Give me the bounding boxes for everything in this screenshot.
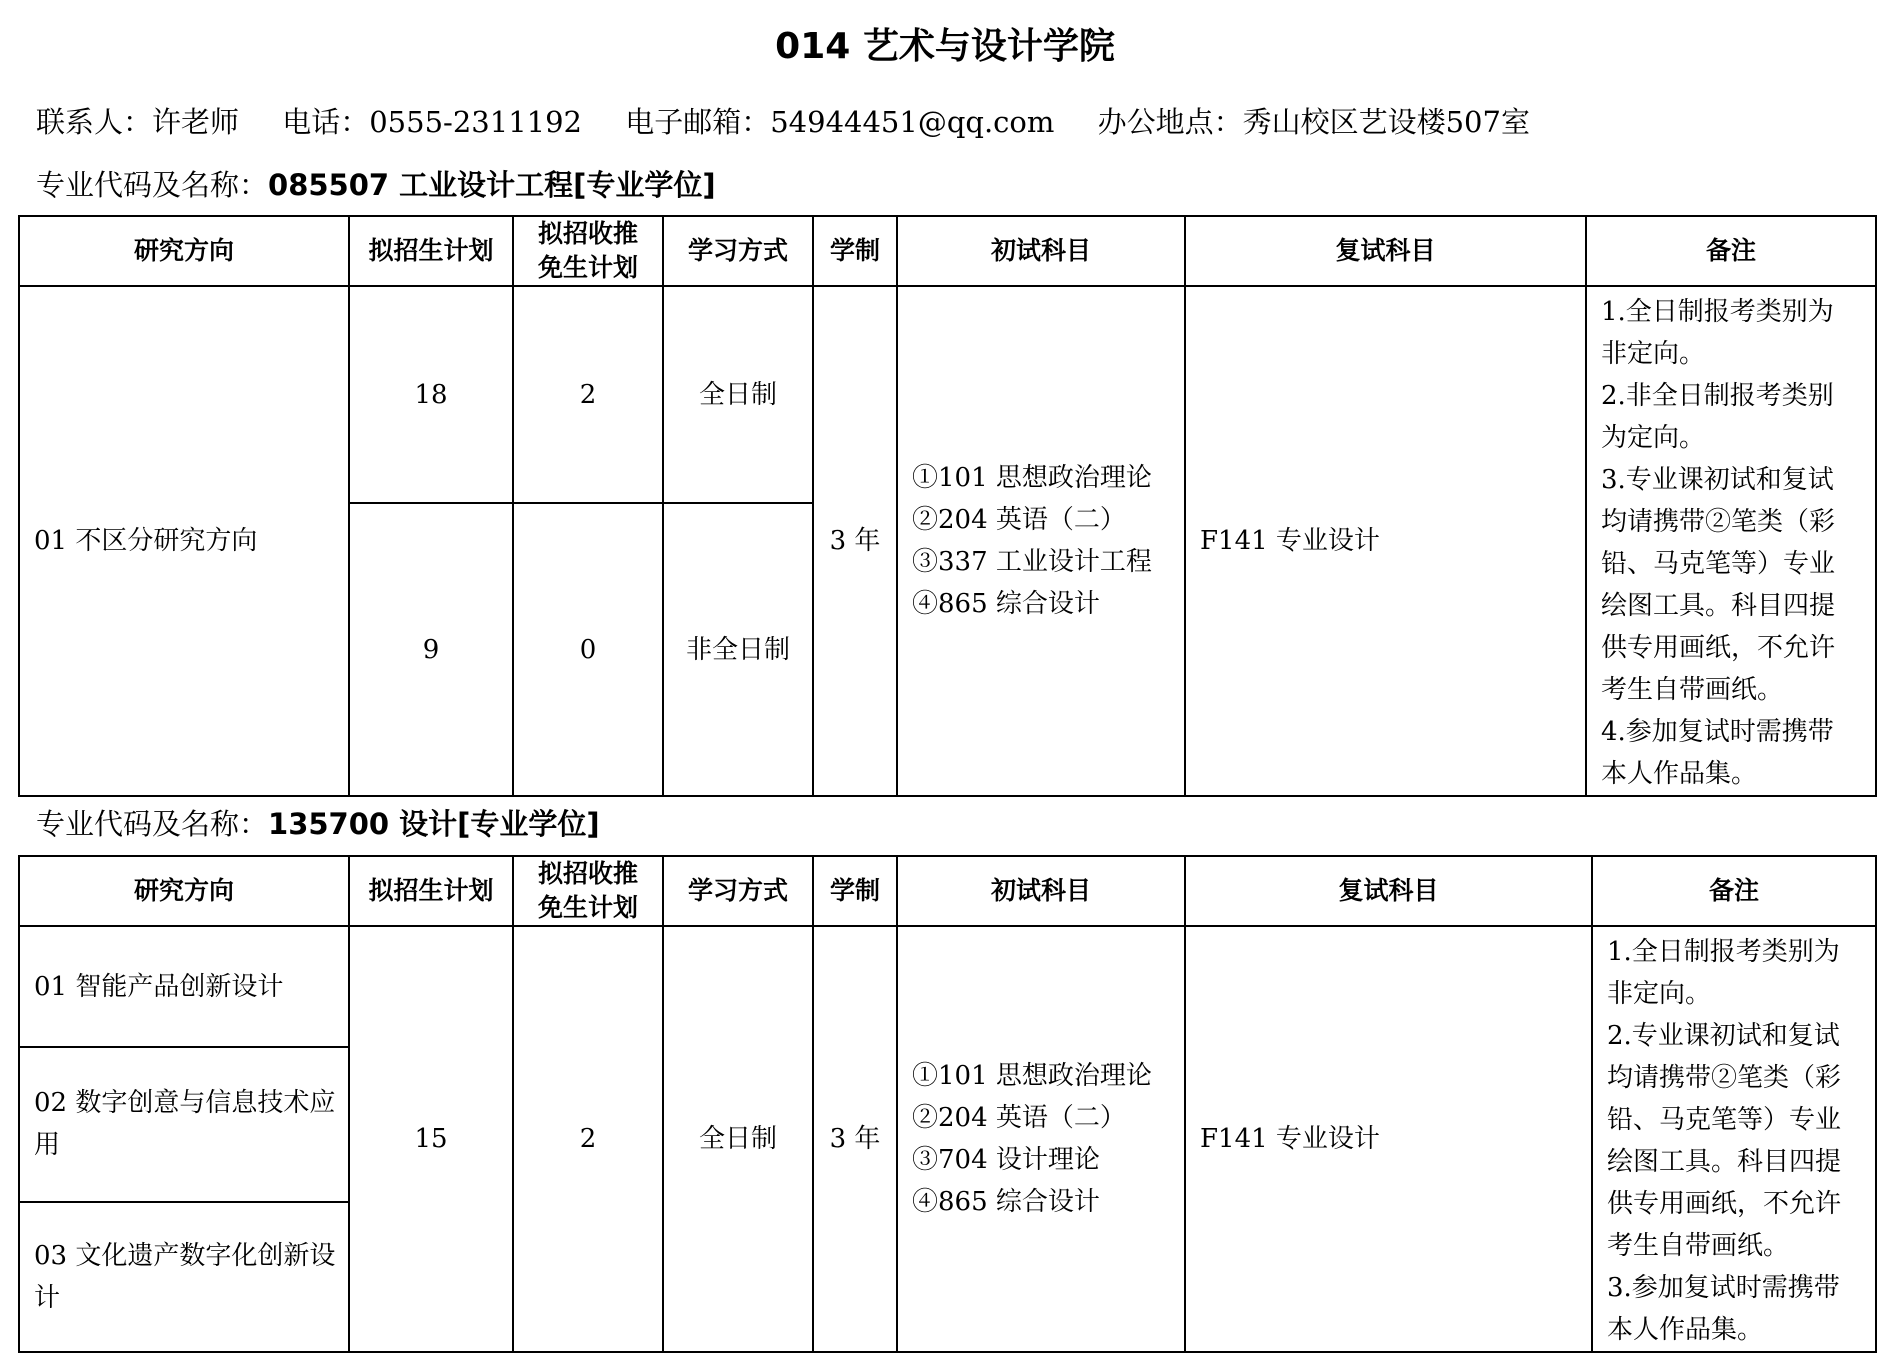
direction-cell: 01 不区分研究方向 [19,286,349,796]
major-label: 专业代码及名称： [36,807,269,841]
mode-cell: 全日制 [663,286,813,503]
header-retest: 复试科目 [1185,856,1592,926]
note-line: 2.非全日制报考类别 [1601,381,1834,411]
page-title: 014 艺术与设计学院 [775,26,1115,67]
header-mode: 学习方式 [663,216,813,286]
header-tuimian [513,216,663,286]
header-direction: 研究方向 [19,216,349,286]
exam-subject: ③337 工业设计工程 [912,547,1152,577]
contact-email: 电子邮箱：54944451@qq.com [625,105,1055,139]
contact-office: 办公地点：秀山校区艺设楼507室 [1097,105,1530,139]
exam-subject: ②204 英语（二） [912,505,1126,535]
header-tuimian-line2: 免生计划 [537,893,638,922]
note-line: 绘图工具。科目四提 [1601,591,1836,621]
note-line: 非定向。 [1607,979,1712,1009]
note-line: 为定向。 [1601,423,1706,453]
tuimian-cell: 2 [513,926,663,1352]
retest-cell: F141 专业设计 [1185,926,1592,1352]
exam-subjects-cell [897,926,1185,1352]
note-line: 铅、马克笔等）专业 [1607,1105,1842,1135]
retest-cell: F141 专业设计 [1185,286,1586,796]
notes-cell [1592,926,1876,1352]
duration-cell: 3 年 [813,286,897,796]
note-line: 供专用画纸，不允许 [1601,633,1836,663]
mode-cell: 全日制 [663,926,813,1352]
table-row [19,926,1876,1047]
note-line: 3.参加复试时需携带 [1607,1273,1840,1303]
major-code-name: 135700 设计[专业学位] [268,807,600,841]
note-line: 考生自带画纸。 [1601,675,1784,705]
note-line: 本人作品集。 [1607,1315,1764,1345]
note-line: 4.参加复试时需携带 [1601,717,1834,747]
contact-person: 联系人：许老师 [36,105,240,139]
note-line: 均请携带②笔类（彩 [1607,1063,1842,1093]
header-tuimian-line2: 免生计划 [537,253,638,282]
direction-cell: 01 智能产品创新设计 [19,926,349,1047]
header-exam: 初试科目 [897,216,1185,286]
note-line: 3.专业课初试和复试 [1601,465,1834,495]
plan-cell: 15 [349,926,513,1352]
header-plan: 拟招生计划 [349,856,513,926]
note-line: 本人作品集。 [1601,759,1758,789]
header-row [19,856,1876,926]
major-code-name: 085507 工业设计工程[专业学位] [268,168,716,202]
direction-cell: 03 文化遗产数字化创新设计 [19,1202,349,1352]
note-line: 非定向。 [1601,339,1706,369]
major-label: 专业代码及名称： [36,168,269,202]
plan-cell: 18 [349,286,513,503]
table-row [19,286,1876,503]
plan-cell: 9 [349,503,513,796]
direction-cell: 02 数字创意与信息技术应用 [19,1047,349,1201]
contact-phone: 电话：0555-2311192 [282,105,582,139]
note-line: 1.全日制报考类别为 [1607,937,1840,967]
header-duration: 学制 [813,216,897,286]
note-line: 2.专业课初试和复试 [1607,1021,1840,1051]
note-line: 绘图工具。科目四提 [1607,1147,1842,1177]
exam-subject: ①101 思想政治理论 [912,463,1152,493]
duration-cell: 3 年 [813,926,897,1352]
contact-line [36,98,1564,146]
tuimian-cell: 2 [513,286,663,503]
header-row [19,216,1876,286]
note-line: 1.全日制报考类别为 [1601,297,1834,327]
exam-subject: ④865 综合设计 [912,589,1100,619]
header-tuimian-line1: 拟招收推 [537,859,638,888]
exam-subject: ②204 英语（二） [912,1103,1126,1133]
exam-subject: ①101 思想政治理论 [912,1061,1152,1091]
exam-subject: ③704 设计理论 [912,1145,1100,1175]
admission-table-2 [18,855,1877,1353]
exam-subjects-cell [897,286,1185,796]
header-retest: 复试科目 [1185,216,1586,286]
notes-cell [1586,286,1876,796]
major-heading-1 [36,163,716,207]
note-line: 均请携带②笔类（彩 [1601,507,1836,537]
header-notes: 备注 [1592,856,1876,926]
header-direction: 研究方向 [19,856,349,926]
mode-cell: 非全日制 [663,503,813,796]
note-line: 供专用画纸，不允许 [1607,1189,1842,1219]
header-tuimian [513,856,663,926]
tuimian-cell: 0 [513,503,663,796]
header-mode: 学习方式 [663,856,813,926]
exam-subject: ④865 综合设计 [912,1187,1100,1217]
major-heading-2 [36,802,600,846]
header-notes: 备注 [1586,216,1876,286]
header-exam: 初试科目 [897,856,1185,926]
header-tuimian-line1: 拟招收推 [537,219,638,248]
header-plan: 拟招生计划 [349,216,513,286]
admission-table-1 [18,215,1877,797]
header-duration: 学制 [813,856,897,926]
note-line: 考生自带画纸。 [1607,1231,1790,1261]
note-line: 铅、马克笔等）专业 [1601,549,1836,579]
